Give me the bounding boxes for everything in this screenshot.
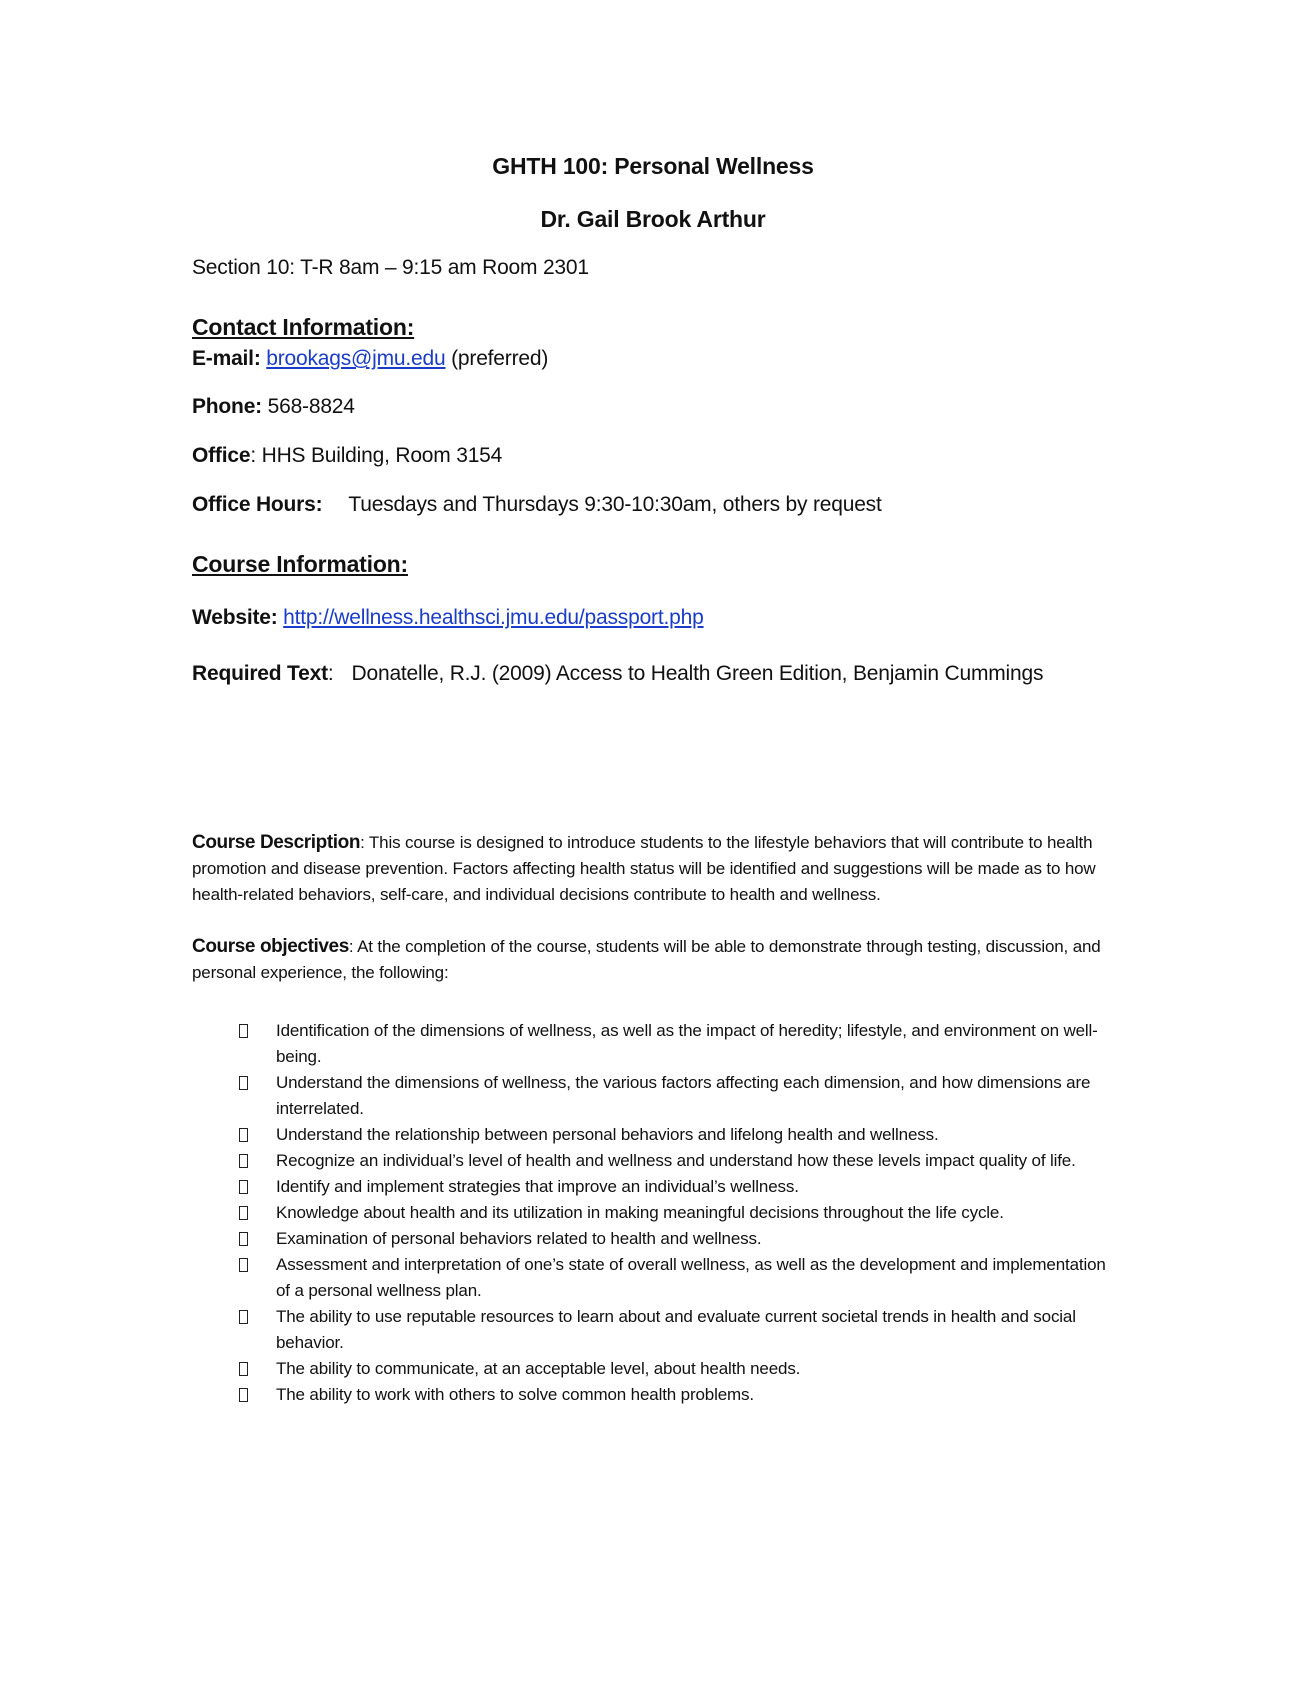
contact-heading: Contact Information: — [192, 314, 415, 340]
course-info-heading: Course Information: — [192, 551, 408, 577]
box-bullet-icon — [239, 1388, 248, 1402]
instructor-name: Dr. Gail Brook Arthur — [540, 206, 766, 232]
list-item: Recognize an individual’s level of health and wellness and understand how these levels impact quality of life. — [236, 1148, 1116, 1174]
course-objectives-intro — [192, 934, 1112, 986]
box-bullet-icon — [239, 1180, 248, 1194]
box-bullet-icon — [239, 1128, 248, 1142]
box-bullet-icon — [239, 1206, 248, 1220]
office-value: : HHS Building, Room 3154 — [250, 444, 503, 467]
course-description-label: Course Description — [192, 832, 361, 853]
section-info: Section 10: T-R 8am – 9:15 am Room 2301 — [192, 256, 589, 279]
list-item: Identify and implement strategies that improve an individual’s wellness. — [236, 1174, 1116, 1200]
list-item: The ability to work with others to solve common health problems. — [236, 1382, 1116, 1408]
website-link[interactable]: http://wellness.healthsci.jmu.edu/passport.php — [283, 606, 704, 629]
phone-label: Phone: — [192, 395, 262, 418]
box-bullet-icon — [239, 1076, 248, 1090]
phone-row — [192, 395, 355, 419]
box-bullet-icon — [239, 1154, 248, 1168]
email-note: (preferred) — [451, 347, 549, 370]
office-row — [192, 444, 502, 468]
list-item: Examination of personal behaviors related to health and wellness. — [236, 1226, 1116, 1252]
list-item: The ability to communicate, at an acceptable level, about health needs. — [236, 1356, 1116, 1382]
list-item: Knowledge about health and its utilization in making meaningful decisions throughout the life cycle. — [236, 1200, 1116, 1226]
list-item: Identification of the dimensions of wellness, as well as the impact of heredity; lifestyle, and environment on well-being. — [236, 1018, 1116, 1070]
course-description — [192, 830, 1112, 908]
box-bullet-icon — [239, 1362, 248, 1376]
course-description-text: : This course is designed to introduce students to the lifestyle behaviors that will contribute to health promotion and disease prevention. Factors affecting health status will be identified and suggestions will be made as to how health-related behaviors, self-care, and individual decisions contribute to health and wellness. — [192, 833, 1096, 904]
course-objectives-text: : At the completion of the course, students will be able to demonstrate through testing, discussion, and personal experience, the following: — [192, 937, 1101, 982]
required-text-row — [192, 662, 1043, 686]
website-row — [192, 606, 704, 630]
required-text-label: Required Text — [192, 662, 328, 685]
email-link[interactable]: brookags@jmu.edu — [266, 347, 446, 370]
office-label: Office — [192, 444, 251, 467]
office-hours-row — [192, 493, 882, 517]
course-objectives-label: Course objectives — [192, 936, 349, 957]
list-item: Assessment and interpretation of one’s state of overall wellness, as well as the development and implementation of a personal wellness plan. — [236, 1252, 1116, 1304]
objectives-list — [236, 1018, 1116, 1408]
list-item: The ability to use reputable resources to learn about and evaluate current societal trends in health and social behavior. — [236, 1304, 1116, 1356]
office-hours-value: Tuesdays and Thursdays 9:30-10:30am, others by request — [348, 493, 882, 516]
box-bullet-icon — [239, 1024, 248, 1038]
email-row — [192, 347, 548, 371]
box-bullet-icon — [239, 1232, 248, 1246]
phone-value: 568-8824 — [267, 395, 355, 418]
course-title: GHTH 100: Personal Wellness — [492, 153, 814, 179]
office-hours-label: Office Hours: — [192, 493, 323, 516]
box-bullet-icon — [239, 1258, 248, 1272]
required-text-colon: : — [327, 662, 334, 685]
website-label: Website: — [192, 606, 278, 629]
list-item: Understand the relationship between personal behaviors and lifelong health and wellness. — [236, 1122, 1116, 1148]
required-text-value: Donatelle, R.J. (2009) Access to Health Green Edition, Benjamin Cummings — [351, 662, 1044, 685]
box-bullet-icon — [239, 1310, 248, 1324]
list-item: Understand the dimensions of wellness, the various factors affecting each dimension, and how dimensions are interrelated. — [236, 1070, 1116, 1122]
email-label: E-mail: — [192, 347, 261, 370]
